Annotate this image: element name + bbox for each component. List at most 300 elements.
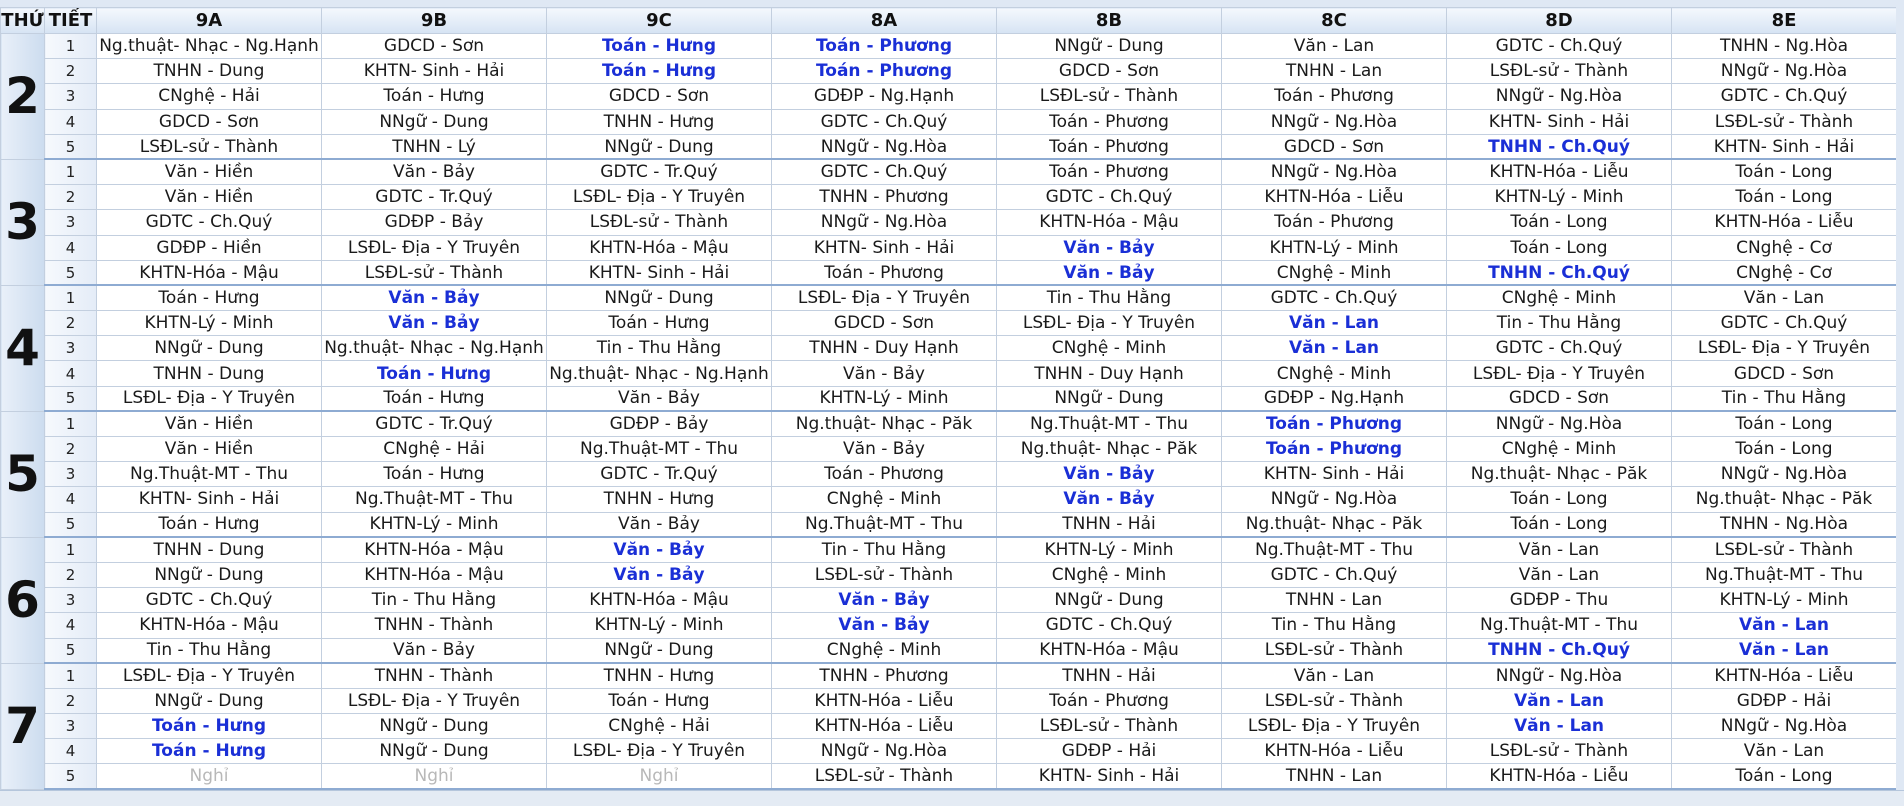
lesson-cell[interactable]: NNgữ - Dung xyxy=(322,109,547,134)
scroll-gutter xyxy=(1896,0,1904,805)
lesson-cell[interactable]: CNghệ - Minh xyxy=(772,487,997,512)
table-row xyxy=(1,210,1897,235)
table-row xyxy=(1,512,1897,537)
horizontal-scrollbar[interactable] xyxy=(0,790,1904,806)
lesson-cell[interactable]: GDTC - Ch.Quý xyxy=(772,159,997,184)
lesson-cell[interactable]: KHTN-Lý - Minh xyxy=(97,311,322,336)
period-number: 3 xyxy=(45,462,97,487)
lesson-cell[interactable]: TNHN - Thành xyxy=(322,663,547,688)
day-label: 6 xyxy=(1,537,45,663)
lesson-cell[interactable]: Tin - Thu Hằng xyxy=(772,537,997,562)
lesson-cell[interactable]: TNHN - Hải xyxy=(997,512,1222,537)
table-row xyxy=(1,260,1897,285)
lesson-cell[interactable]: NNgữ - Ng.Hòa xyxy=(1447,411,1672,436)
lesson-cell[interactable]: Văn - Bảy xyxy=(772,361,997,386)
lesson-cell[interactable]: Toán - Phương xyxy=(997,159,1222,184)
lesson-cell[interactable]: Văn - Bảy xyxy=(322,285,547,310)
lesson-cell[interactable]: Toán - Hưng xyxy=(547,34,772,59)
lesson-cell[interactable]: LSĐL-sử - Thành xyxy=(322,260,547,285)
lesson-cell[interactable]: CNghệ - Cơ xyxy=(1672,260,1897,285)
lesson-cell[interactable]: CNghệ - Minh xyxy=(772,638,997,663)
lesson-cell[interactable]: NNgữ - Ng.Hòa xyxy=(772,210,997,235)
lesson-cell[interactable]: Văn - Bảy xyxy=(772,613,997,638)
lesson-cell[interactable]: Tin - Thu Hằng xyxy=(97,638,322,663)
lesson-cell[interactable]: NNgữ - Dung xyxy=(547,638,772,663)
lesson-cell[interactable]: LSĐL- Địa - Y Truyên xyxy=(322,688,547,713)
lesson-cell[interactable]: Ng.thuật- Nhạc - Păk xyxy=(1672,487,1897,512)
lesson-cell[interactable]: CNghệ - Minh xyxy=(1222,361,1447,386)
lesson-cell[interactable]: GDCD - Sơn xyxy=(1447,386,1672,411)
day-label: 4 xyxy=(1,285,45,411)
lesson-cell[interactable]: CNghệ - Hải xyxy=(322,437,547,462)
lesson-cell[interactable]: Toán - Hưng xyxy=(547,59,772,84)
lesson-cell[interactable]: Toán - Hưng xyxy=(322,462,547,487)
lesson-cell[interactable]: LSĐL-sử - Thành xyxy=(772,562,997,587)
lesson-cell[interactable]: Ng.Thuật-MT - Thu xyxy=(772,512,997,537)
lesson-cell[interactable]: LSĐL- Địa - Y Truyên xyxy=(97,386,322,411)
period-number: 4 xyxy=(45,109,97,134)
lesson-cell[interactable]: KHTN- Sinh - Hải xyxy=(1672,134,1897,159)
lesson-cell[interactable]: KHTN- Sinh - Hải xyxy=(772,235,997,260)
lesson-cell[interactable]: Văn - Bảy xyxy=(997,260,1222,285)
lesson-cell[interactable]: NNgữ - Dung xyxy=(97,562,322,587)
table-row xyxy=(1,285,1897,310)
table-row xyxy=(1,185,1897,210)
table-row xyxy=(1,739,1897,764)
lesson-cell[interactable]: LSĐL-sử - Thành xyxy=(997,84,1222,109)
lesson-cell[interactable]: Ng.Thuật-MT - Thu xyxy=(1672,562,1897,587)
header-class[interactable]: 9C xyxy=(547,8,772,34)
lesson-cell[interactable]: KHTN-Hóa - Liễu xyxy=(772,714,997,739)
lesson-cell[interactable]: KHTN-Hóa - Liễu xyxy=(1222,185,1447,210)
header-class[interactable]: 9B xyxy=(322,8,547,34)
header-class[interactable]: 8B xyxy=(997,8,1222,34)
lesson-cell[interactable]: TNHN - Hải xyxy=(997,663,1222,688)
lesson-cell[interactable]: GDĐP - Ng.Hạnh xyxy=(772,84,997,109)
lesson-cell[interactable]: KHTN- Sinh - Hải xyxy=(997,764,1222,789)
lesson-cell[interactable]: KHTN-Lý - Minh xyxy=(322,512,547,537)
lesson-cell[interactable]: Toán - Long xyxy=(1447,210,1672,235)
lesson-cell[interactable]: GDĐP - Hải xyxy=(1672,688,1897,713)
table-row xyxy=(1,235,1897,260)
lesson-cell[interactable]: Toán - Phương xyxy=(1222,437,1447,462)
table-row xyxy=(1,562,1897,587)
lesson-cell[interactable]: Toán - Hưng xyxy=(97,739,322,764)
lesson-cell[interactable]: GDCD - Sơn xyxy=(322,34,547,59)
lesson-cell[interactable]: LSĐL- Địa - Y Truyên xyxy=(997,311,1222,336)
lesson-cell[interactable]: Toán - Hưng xyxy=(547,688,772,713)
lesson-cell[interactable]: Văn - Lan xyxy=(1672,739,1897,764)
lesson-cell[interactable]: NNgữ - Dung xyxy=(322,714,547,739)
table-row xyxy=(1,336,1897,361)
lesson-cell[interactable]: KHTN-Lý - Minh xyxy=(997,537,1222,562)
lesson-cell[interactable]: Toán - Phương xyxy=(997,134,1222,159)
lesson-cell[interactable]: GDTC - Tr.Quý xyxy=(322,411,547,436)
lesson-cell[interactable]: Tin - Thu Hằng xyxy=(1447,311,1672,336)
lesson-cell[interactable]: TNHN - Duy Hạnh xyxy=(772,336,997,361)
lesson-cell[interactable]: Văn - Hiền xyxy=(97,437,322,462)
lesson-cell[interactable]: KHTN-Hóa - Mậu xyxy=(322,537,547,562)
lesson-cell[interactable]: NNgữ - Dung xyxy=(547,134,772,159)
lesson-cell[interactable]: NNgữ - Ng.Hòa xyxy=(1672,714,1897,739)
lesson-cell[interactable]: Văn - Lan xyxy=(1447,688,1672,713)
lesson-cell[interactable]: TNHN - Hưng xyxy=(547,663,772,688)
lesson-cell[interactable]: GDTC - Ch.Quý xyxy=(997,613,1222,638)
period-number: 2 xyxy=(45,185,97,210)
lesson-cell[interactable]: GDTC - Ch.Quý xyxy=(1672,311,1897,336)
header-class[interactable]: 8D xyxy=(1447,8,1672,34)
lesson-cell[interactable]: Ng.thuật- Nhạc - Ng.Hạnh xyxy=(97,34,322,59)
lesson-cell[interactable]: LSĐL- Địa - Y Truyên xyxy=(97,663,322,688)
lesson-cell[interactable]: Tin - Thu Hằng xyxy=(322,588,547,613)
lesson-cell[interactable]: Toán - Long xyxy=(1672,159,1897,184)
period-number: 4 xyxy=(45,487,97,512)
lesson-cell[interactable]: CNghệ - Minh xyxy=(997,336,1222,361)
lesson-cell[interactable]: Toán - Phương xyxy=(1222,210,1447,235)
lesson-cell[interactable]: Nghỉ xyxy=(97,764,322,789)
table-row xyxy=(1,361,1897,386)
period-number: 4 xyxy=(45,613,97,638)
lesson-cell[interactable]: Toán - Long xyxy=(1447,235,1672,260)
lesson-cell[interactable]: CNghệ - Hải xyxy=(547,714,772,739)
lesson-cell[interactable]: Toán - Phương xyxy=(772,260,997,285)
lesson-cell[interactable]: Văn - Lan xyxy=(1672,638,1897,663)
lesson-cell[interactable]: Văn - Bảy xyxy=(322,159,547,184)
table-row xyxy=(1,714,1897,739)
lesson-cell[interactable]: NNgữ - Ng.Hòa xyxy=(1222,159,1447,184)
lesson-cell[interactable]: Văn - Lan xyxy=(1222,34,1447,59)
lesson-cell[interactable]: GDTC - Ch.Quý xyxy=(1447,336,1672,361)
lesson-cell[interactable]: Toán - Phương xyxy=(772,462,997,487)
lesson-cell[interactable]: TNHN - Duy Hạnh xyxy=(997,361,1222,386)
lesson-cell[interactable]: TNHN - Lan xyxy=(1222,588,1447,613)
lesson-cell[interactable]: TNHN - Phương xyxy=(772,663,997,688)
lesson-cell[interactable]: GDĐP - Thu xyxy=(1447,588,1672,613)
period-number: 1 xyxy=(45,411,97,436)
lesson-cell[interactable]: Ng.Thuật-MT - Thu xyxy=(547,437,772,462)
lesson-cell[interactable]: Toán - Long xyxy=(1672,185,1897,210)
lesson-cell[interactable]: LSĐL-sử - Thành xyxy=(1447,59,1672,84)
table-row xyxy=(1,411,1897,436)
lesson-cell[interactable]: GDTC - Tr.Quý xyxy=(322,185,547,210)
lesson-cell[interactable]: TNHN - Lan xyxy=(1222,764,1447,789)
lesson-cell[interactable]: LSĐL-sử - Thành xyxy=(1672,537,1897,562)
period-number: 5 xyxy=(45,638,97,663)
lesson-cell[interactable]: Văn - Lan xyxy=(1672,285,1897,310)
lesson-cell[interactable]: NNgữ - Dung xyxy=(997,588,1222,613)
lesson-cell[interactable]: Văn - Bảy xyxy=(997,462,1222,487)
table-row xyxy=(1,134,1897,159)
period-number: 1 xyxy=(45,537,97,562)
lesson-cell[interactable]: KHTN-Lý - Minh xyxy=(547,613,772,638)
table-row xyxy=(1,437,1897,462)
lesson-cell[interactable]: Toán - Phương xyxy=(997,109,1222,134)
lesson-cell[interactable]: NNgữ - Dung xyxy=(997,386,1222,411)
lesson-cell[interactable]: NNgữ - Ng.Hòa xyxy=(1222,109,1447,134)
lesson-cell[interactable]: Tin - Thu Hằng xyxy=(547,336,772,361)
lesson-cell[interactable]: LSĐL- Địa - Y Truyên xyxy=(1447,361,1672,386)
lesson-cell[interactable]: KHTN-Hóa - Liễu xyxy=(1672,210,1897,235)
lesson-cell[interactable]: Toán - Long xyxy=(1447,512,1672,537)
lesson-cell[interactable]: KHTN- Sinh - Hải xyxy=(1222,462,1447,487)
lesson-cell[interactable]: NNgữ - Ng.Hòa xyxy=(1672,59,1897,84)
lesson-cell[interactable]: LSĐL-sử - Thành xyxy=(1672,109,1897,134)
period-number: 2 xyxy=(45,562,97,587)
period-number: 2 xyxy=(45,311,97,336)
lesson-cell[interactable]: GDCD - Sơn xyxy=(997,59,1222,84)
lesson-cell[interactable]: GDĐP - Hiền xyxy=(97,235,322,260)
period-number: 2 xyxy=(45,59,97,84)
lesson-cell[interactable]: TNHN - Ng.Hòa xyxy=(1672,512,1897,537)
lesson-cell[interactable]: GDTC - Ch.Quý xyxy=(97,588,322,613)
lesson-cell[interactable]: Ng.thuật- Nhạc - Ng.Hạnh xyxy=(322,336,547,361)
header-class[interactable]: 8A xyxy=(772,8,997,34)
lesson-cell[interactable]: TNHN - Phương xyxy=(772,185,997,210)
lesson-cell[interactable]: KHTN-Lý - Minh xyxy=(1447,185,1672,210)
lesson-cell[interactable]: NNgữ - Ng.Hòa xyxy=(1672,462,1897,487)
header-thu: THỨ xyxy=(1,8,45,34)
lesson-cell[interactable]: Toán - Phương xyxy=(1222,84,1447,109)
lesson-cell[interactable]: NNgữ - Ng.Hòa xyxy=(772,739,997,764)
lesson-cell[interactable]: Văn - Lan xyxy=(1447,562,1672,587)
lesson-cell[interactable]: Văn - Lan xyxy=(1222,336,1447,361)
lesson-cell[interactable]: KHTN- Sinh - Hải xyxy=(97,487,322,512)
lesson-cell[interactable]: TNHN - Ch.Quý xyxy=(1447,260,1672,285)
lesson-cell[interactable]: LSĐL- Địa - Y Truyên xyxy=(322,235,547,260)
lesson-cell[interactable]: KHTN- Sinh - Hải xyxy=(322,59,547,84)
lesson-cell[interactable]: GDĐP - Ng.Hạnh xyxy=(1222,386,1447,411)
lesson-cell[interactable]: Tin - Thu Hằng xyxy=(1222,613,1447,638)
lesson-cell[interactable]: LSĐL- Địa - Y Truyên xyxy=(1222,714,1447,739)
lesson-cell[interactable]: LSĐL-sử - Thành xyxy=(97,134,322,159)
lesson-cell[interactable]: TNHN - Ng.Hòa xyxy=(1672,34,1897,59)
lesson-cell[interactable]: GDTC - Ch.Quý xyxy=(997,185,1222,210)
table-row xyxy=(1,588,1897,613)
period-number: 3 xyxy=(45,84,97,109)
lesson-cell[interactable]: Văn - Hiền xyxy=(97,159,322,184)
lesson-cell[interactable]: Toán - Hưng xyxy=(97,512,322,537)
lesson-cell[interactable]: Ng.Thuật-MT - Thu xyxy=(1222,537,1447,562)
lesson-cell[interactable]: Văn - Hiền xyxy=(97,185,322,210)
header-class[interactable]: 9A xyxy=(97,8,322,34)
lesson-cell[interactable]: KHTN-Lý - Minh xyxy=(1222,235,1447,260)
lesson-cell[interactable]: Ng.thuật- Nhạc - Ng.Hạnh xyxy=(547,361,772,386)
lesson-cell[interactable]: Văn - Bảy xyxy=(772,437,997,462)
lesson-cell[interactable]: TNHN - Dung xyxy=(97,361,322,386)
lesson-cell[interactable]: NNgữ - Ng.Hòa xyxy=(1222,487,1447,512)
header-class[interactable]: 8C xyxy=(1222,8,1447,34)
lesson-cell[interactable]: Văn - Bảy xyxy=(997,487,1222,512)
lesson-cell[interactable]: KHTN-Hóa - Mậu xyxy=(97,260,322,285)
lesson-cell[interactable]: LSĐL- Địa - Y Truyên xyxy=(1672,336,1897,361)
lesson-cell[interactable]: Văn - Hiền xyxy=(97,411,322,436)
lesson-cell[interactable]: NNgữ - Dung xyxy=(997,34,1222,59)
lesson-cell[interactable]: GDĐP - Bảy xyxy=(322,210,547,235)
lesson-cell[interactable]: GDTC - Ch.Quý xyxy=(1222,562,1447,587)
lesson-cell[interactable]: CNghệ - Minh xyxy=(1222,260,1447,285)
table-row xyxy=(1,109,1897,134)
lesson-cell[interactable]: TNHN - Lý xyxy=(322,134,547,159)
timetable xyxy=(0,7,1897,790)
lesson-cell[interactable]: LSĐL-sử - Thành xyxy=(547,210,772,235)
period-number: 5 xyxy=(45,260,97,285)
period-number: 5 xyxy=(45,512,97,537)
lesson-cell[interactable]: Toán - Hưng xyxy=(322,84,547,109)
lesson-cell[interactable]: NNgữ - Ng.Hòa xyxy=(1447,84,1672,109)
lesson-cell[interactable]: GDTC - Ch.Quý xyxy=(1222,285,1447,310)
lesson-cell[interactable]: GDCD - Sơn xyxy=(97,109,322,134)
lesson-cell[interactable]: LSĐL-sử - Thành xyxy=(1447,739,1672,764)
lesson-cell[interactable]: KHTN-Hóa - Liễu xyxy=(772,688,997,713)
lesson-cell[interactable]: Văn - Lan xyxy=(1222,311,1447,336)
lesson-cell[interactable]: Văn - Bảy xyxy=(322,638,547,663)
table-row xyxy=(1,159,1897,184)
lesson-cell[interactable]: TNHN - Lan xyxy=(1222,59,1447,84)
header-class[interactable]: 8E xyxy=(1672,8,1897,34)
lesson-cell[interactable]: Văn - Bảy xyxy=(547,537,772,562)
lesson-cell[interactable]: KHTN-Lý - Minh xyxy=(1672,588,1897,613)
lesson-cell[interactable]: Văn - Lan xyxy=(1672,613,1897,638)
lesson-cell[interactable]: LSĐL- Địa - Y Truyên xyxy=(547,185,772,210)
lesson-cell[interactable]: GDĐP - Hải xyxy=(997,739,1222,764)
day-label: 5 xyxy=(1,411,45,537)
lesson-cell[interactable]: KHTN-Hóa - Liễu xyxy=(1222,739,1447,764)
lesson-cell[interactable]: Toán - Phương xyxy=(1222,411,1447,436)
lesson-cell[interactable]: CNghệ - Minh xyxy=(1447,285,1672,310)
lesson-cell[interactable]: KHTN- Sinh - Hải xyxy=(1447,109,1672,134)
lesson-cell[interactable]: NNgữ - Ng.Hòa xyxy=(772,134,997,159)
lesson-cell[interactable]: Toán - Hưng xyxy=(97,714,322,739)
lesson-cell[interactable]: NNgữ - Dung xyxy=(97,336,322,361)
lesson-cell[interactable]: Văn - Bảy xyxy=(547,512,772,537)
lesson-cell[interactable]: Văn - Lan xyxy=(1447,714,1672,739)
table-row xyxy=(1,537,1897,562)
lesson-cell[interactable]: TNHN - Dung xyxy=(97,537,322,562)
lesson-cell[interactable]: Văn - Lan xyxy=(1447,537,1672,562)
lesson-cell[interactable]: LSĐL- Địa - Y Truyên xyxy=(772,285,997,310)
lesson-cell[interactable]: Toán - Hưng xyxy=(547,311,772,336)
lesson-cell[interactable]: Văn - Bảy xyxy=(997,235,1222,260)
lesson-cell[interactable]: GDCD - Sơn xyxy=(1672,361,1897,386)
lesson-cell[interactable]: GDĐP - Bảy xyxy=(547,411,772,436)
day-label: 3 xyxy=(1,159,45,285)
lesson-cell[interactable]: GDCD - Sơn xyxy=(772,311,997,336)
lesson-cell[interactable]: LSĐL-sử - Thành xyxy=(1222,688,1447,713)
lesson-cell[interactable]: NNgữ - Ng.Hòa xyxy=(1447,663,1672,688)
timetable-body xyxy=(1,34,1897,790)
period-number: 2 xyxy=(45,688,97,713)
lesson-cell[interactable]: KHTN-Hóa - Mậu xyxy=(322,562,547,587)
period-number: 4 xyxy=(45,361,97,386)
lesson-cell[interactable]: Toán - Phương xyxy=(772,34,997,59)
lesson-cell[interactable]: TNHN - Hưng xyxy=(547,109,772,134)
lesson-cell[interactable]: Ng.thuật- Nhạc - Păk xyxy=(1222,512,1447,537)
period-number: 1 xyxy=(45,159,97,184)
period-number: 4 xyxy=(45,739,97,764)
lesson-cell[interactable]: NNgữ - Dung xyxy=(322,739,547,764)
lesson-cell[interactable]: Toán - Long xyxy=(1672,437,1897,462)
period-number: 4 xyxy=(45,235,97,260)
lesson-cell[interactable]: Ng.Thuật-MT - Thu xyxy=(997,411,1222,436)
lesson-cell[interactable]: LSĐL-sử - Thành xyxy=(772,764,997,789)
lesson-cell[interactable]: Văn - Bảy xyxy=(772,588,997,613)
lesson-cell[interactable]: Ng.thuật- Nhạc - Păk xyxy=(1447,462,1672,487)
lesson-cell[interactable]: KHTN-Hóa - Liễu xyxy=(1447,764,1672,789)
lesson-cell[interactable]: KHTN-Hóa - Mậu xyxy=(547,588,772,613)
table-row xyxy=(1,311,1897,336)
lesson-cell[interactable]: Toán - Hưng xyxy=(322,386,547,411)
lesson-cell[interactable]: Văn - Bảy xyxy=(322,311,547,336)
lesson-cell[interactable]: Toán - Phương xyxy=(997,688,1222,713)
lesson-cell[interactable]: Nghỉ xyxy=(547,764,772,789)
lesson-cell[interactable]: GDTC - Tr.Quý xyxy=(547,462,772,487)
lesson-cell[interactable]: CNghệ - Minh xyxy=(1447,437,1672,462)
lesson-cell[interactable]: Ng.Thuật-MT - Thu xyxy=(1447,613,1672,638)
lesson-cell[interactable]: LSĐL-sử - Thành xyxy=(1222,638,1447,663)
lesson-cell[interactable]: LSĐL-sử - Thành xyxy=(997,714,1222,739)
lesson-cell[interactable]: Toán - Phương xyxy=(772,59,997,84)
lesson-cell[interactable]: Tin - Thu Hằng xyxy=(997,285,1222,310)
lesson-cell[interactable]: TNHN - Thành xyxy=(322,613,547,638)
lesson-cell[interactable]: Toán - Long xyxy=(1672,764,1897,789)
lesson-cell[interactable]: KHTN- Sinh - Hải xyxy=(547,260,772,285)
lesson-cell[interactable]: KHTN-Lý - Minh xyxy=(772,386,997,411)
lesson-cell[interactable]: Ng.Thuật-MT - Thu xyxy=(322,487,547,512)
lesson-cell[interactable]: Ng.Thuật-MT - Thu xyxy=(97,462,322,487)
lesson-cell[interactable]: GDTC - Ch.Quý xyxy=(772,109,997,134)
lesson-cell[interactable]: NNgữ - Dung xyxy=(97,688,322,713)
lesson-cell[interactable]: GDCD - Sơn xyxy=(547,84,772,109)
lesson-cell[interactable]: Ng.thuật- Nhạc - Păk xyxy=(772,411,997,436)
lesson-cell[interactable]: CNghệ - Minh xyxy=(997,562,1222,587)
table-row xyxy=(1,34,1897,59)
lesson-cell[interactable]: Toán - Long xyxy=(1447,487,1672,512)
lesson-cell[interactable]: TNHN - Dung xyxy=(97,59,322,84)
lesson-cell[interactable]: Nghỉ xyxy=(322,764,547,789)
lesson-cell[interactable]: KHTN-Hóa - Liễu xyxy=(1447,159,1672,184)
table-row xyxy=(1,638,1897,663)
lesson-cell[interactable]: CNghệ - Cơ xyxy=(1672,235,1897,260)
lesson-cell[interactable]: Toán - Long xyxy=(1672,411,1897,436)
lesson-cell[interactable]: Tin - Thu Hằng xyxy=(1672,386,1897,411)
lesson-cell[interactable]: TNHN - Ch.Quý xyxy=(1447,638,1672,663)
table-row xyxy=(1,59,1897,84)
lesson-cell[interactable]: CNghệ - Hải xyxy=(97,84,322,109)
lesson-cell[interactable]: NNgữ - Dung xyxy=(547,285,772,310)
lesson-cell[interactable]: GDTC - Ch.Quý xyxy=(97,210,322,235)
lesson-cell[interactable]: KHTN-Hóa - Mậu xyxy=(997,210,1222,235)
lesson-cell[interactable]: Toán - Hưng xyxy=(322,361,547,386)
lesson-cell[interactable]: Ng.thuật- Nhạc - Păk xyxy=(997,437,1222,462)
lesson-cell[interactable]: KHTN-Hóa - Mậu xyxy=(997,638,1222,663)
table-row xyxy=(1,764,1897,789)
lesson-cell[interactable]: KHTN-Hóa - Liễu xyxy=(1672,663,1897,688)
lesson-cell[interactable]: GDTC - Tr.Quý xyxy=(547,159,772,184)
table-row xyxy=(1,613,1897,638)
lesson-cell[interactable]: Văn - Lan xyxy=(1222,663,1447,688)
lesson-cell[interactable]: KHTN-Hóa - Mậu xyxy=(97,613,322,638)
lesson-cell[interactable]: TNHN - Hưng xyxy=(547,487,772,512)
lesson-cell[interactable]: GDCD - Sơn xyxy=(1222,134,1447,159)
lesson-cell[interactable]: TNHN - Ch.Quý xyxy=(1447,134,1672,159)
lesson-cell[interactable]: Văn - Bảy xyxy=(547,386,772,411)
lesson-cell[interactable]: LSĐL- Địa - Y Truyên xyxy=(547,739,772,764)
lesson-cell[interactable]: Văn - Bảy xyxy=(547,562,772,587)
lesson-cell[interactable]: Toán - Hưng xyxy=(97,285,322,310)
lesson-cell[interactable]: GDTC - Ch.Quý xyxy=(1447,34,1672,59)
lesson-cell[interactable]: GDTC - Ch.Quý xyxy=(1672,84,1897,109)
lesson-cell[interactable]: KHTN-Hóa - Mậu xyxy=(547,235,772,260)
